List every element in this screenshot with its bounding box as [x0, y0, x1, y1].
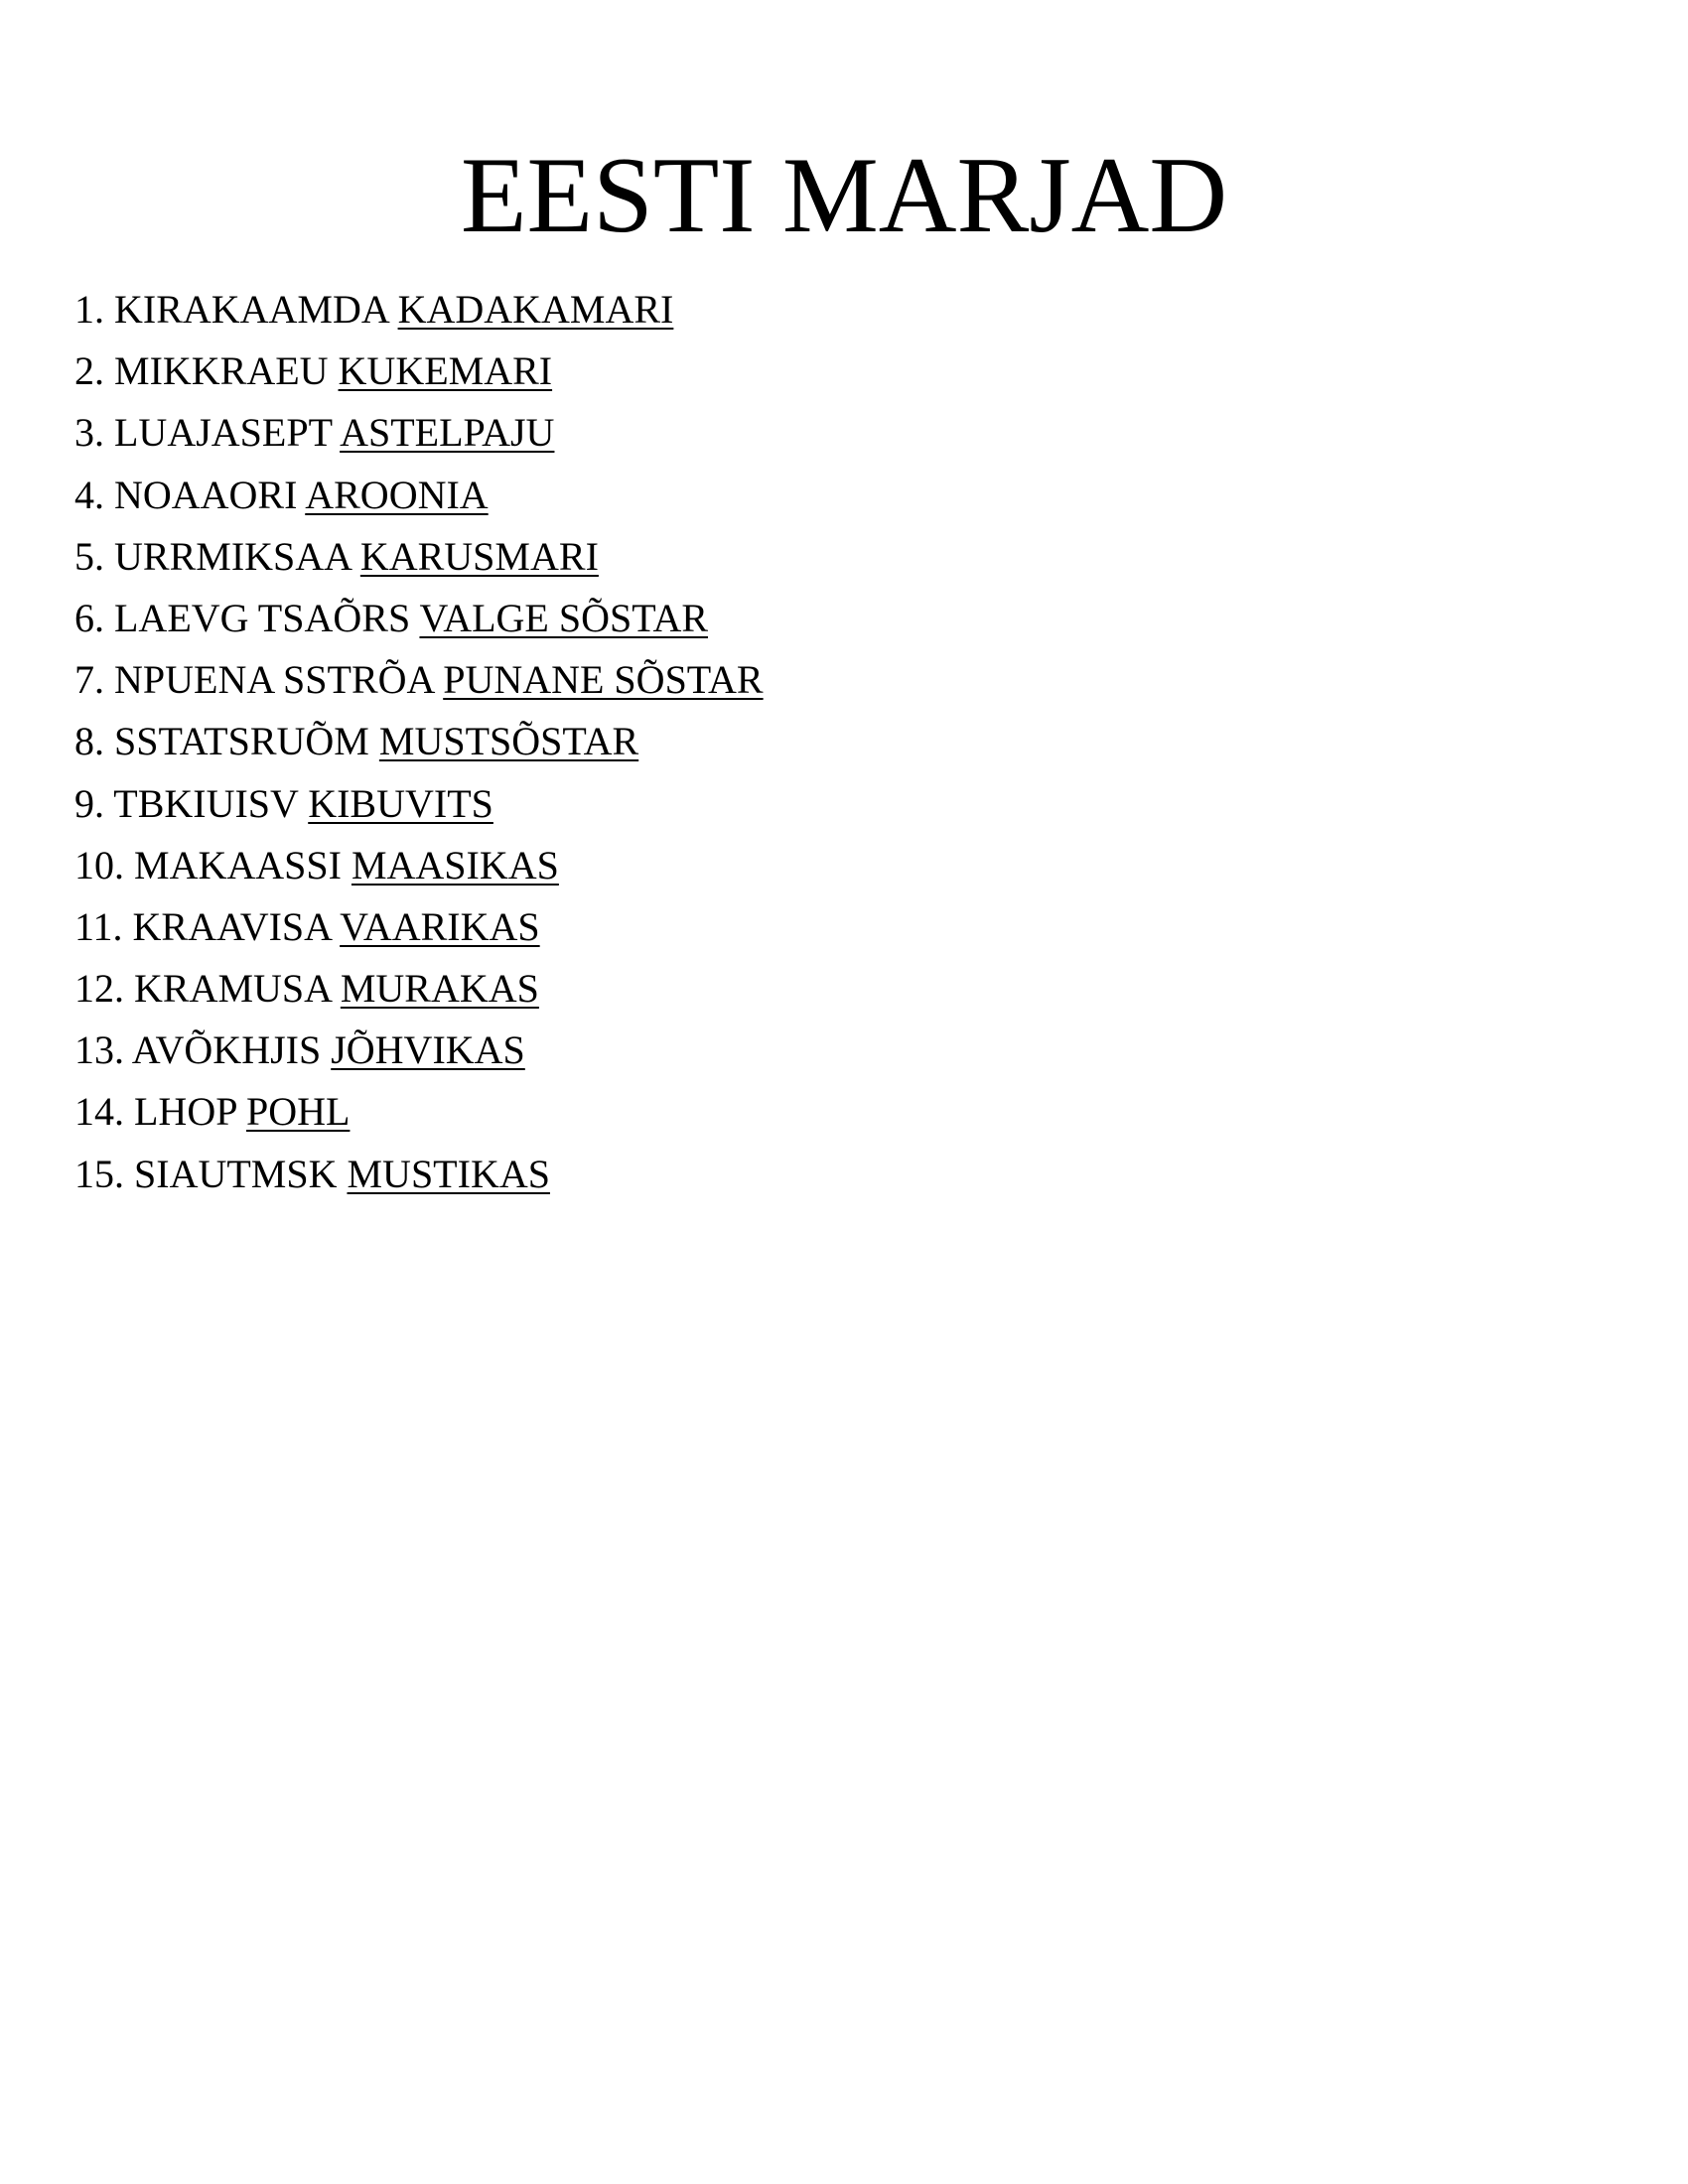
- scrambled-word: KIRAKAAMDA: [114, 287, 388, 332]
- item-number: 10.: [74, 842, 124, 887]
- item-number: 7.: [74, 657, 104, 703]
- answer-word: KIBUVITS: [308, 780, 493, 826]
- item-number: 8.: [74, 719, 104, 764]
- scrambled-word: KRAMUSA: [134, 966, 331, 1012]
- scrambled-word: KRAAVISA: [132, 903, 331, 949]
- answer-word: ASTELPAJU: [340, 410, 555, 456]
- answer-word: JÕHVIKAS: [331, 1027, 525, 1073]
- list-item: [74, 1081, 764, 1143]
- list-item: [74, 1144, 764, 1205]
- list-item: [74, 896, 764, 958]
- scrambled-word: SIAUTMSK: [134, 1151, 338, 1196]
- scrambled-word: AVÕKHJIS: [131, 1027, 322, 1073]
- item-number: 3.: [74, 410, 104, 456]
- answer-word: KARUSMARI: [359, 533, 599, 579]
- list-item: [74, 526, 764, 588]
- word-list: [74, 279, 764, 1205]
- item-number: 6.: [74, 595, 104, 640]
- answer-word: AROONIA: [305, 472, 489, 517]
- item-number: 11.: [74, 903, 123, 949]
- scrambled-word: LHOP: [134, 1089, 236, 1135]
- list-item: [74, 958, 764, 1020]
- item-number: 14.: [74, 1089, 124, 1135]
- answer-word: PUNANE SÕSTAR: [443, 657, 764, 703]
- item-number: 15.: [74, 1151, 124, 1196]
- list-item: [74, 711, 764, 772]
- item-number: 2.: [74, 348, 104, 394]
- scrambled-word: SSTATSRUÕM: [114, 719, 369, 764]
- list-item: [74, 773, 764, 835]
- scrambled-word: MAKAASSI: [134, 842, 342, 887]
- answer-word: MURAKAS: [340, 966, 539, 1012]
- list-item: [74, 341, 764, 402]
- answer-word: MUSTSÕSTAR: [378, 719, 639, 764]
- item-number: 13.: [74, 1027, 124, 1073]
- answer-word: MUSTIKAS: [347, 1151, 550, 1196]
- item-number: 4.: [74, 472, 104, 517]
- list-item: [74, 279, 764, 341]
- scrambled-word: URRMIKSAA: [114, 533, 351, 579]
- answer-word: KADAKAMARI: [397, 287, 674, 332]
- scrambled-word: NPUENA SSTRÕA: [114, 657, 434, 703]
- item-number: 12.: [74, 966, 124, 1012]
- scrambled-word: LAEVG TSAÕRS: [114, 595, 411, 640]
- list-item: [74, 835, 764, 896]
- list-item: [74, 649, 764, 711]
- item-number: 9.: [74, 780, 104, 826]
- scrambled-word: MIKKRAEU: [114, 348, 329, 394]
- answer-word: VAARIKAS: [340, 903, 540, 949]
- list-item: [74, 1020, 764, 1081]
- answer-word: KUKEMARI: [338, 348, 553, 394]
- scrambled-word: TBKIUISV: [113, 780, 299, 826]
- list-item: [74, 402, 764, 464]
- answer-word: MAASIKAS: [351, 842, 559, 887]
- page-title: EESTI MARJAD: [460, 135, 1228, 255]
- scrambled-word: LUAJASEPT: [114, 410, 333, 456]
- list-item: [74, 588, 764, 649]
- answer-word: POHL: [245, 1089, 351, 1135]
- item-number: 5.: [74, 533, 104, 579]
- scrambled-word: NOAAORI: [114, 472, 298, 517]
- list-item: [74, 465, 764, 526]
- item-number: 1.: [74, 287, 104, 332]
- answer-word: VALGE SÕSTAR: [419, 595, 709, 640]
